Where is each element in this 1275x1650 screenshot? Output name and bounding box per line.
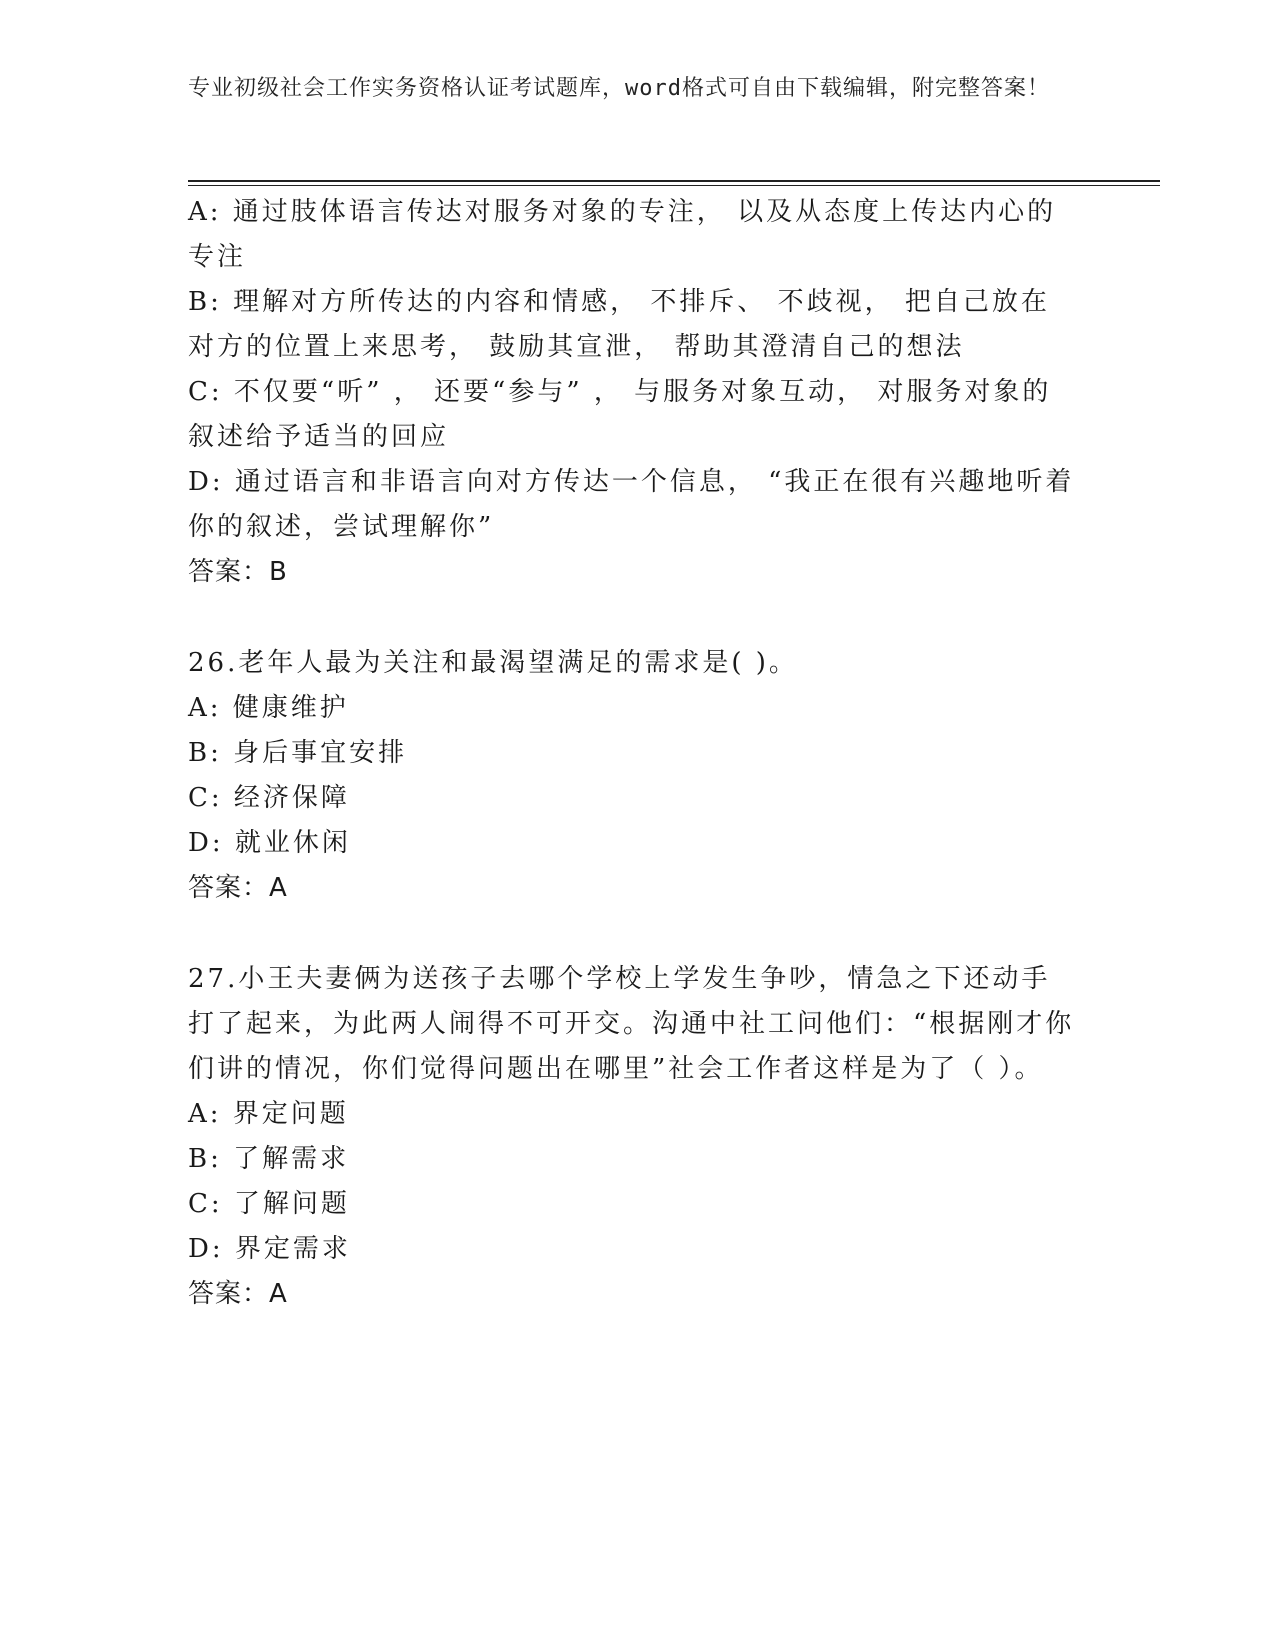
- option-b: B: 身后事宜安排: [188, 738, 408, 768]
- document-header: 专业初级社会工作实务资格认证考试题库，word格式可自由下载编辑，附完整答案！: [188, 76, 1050, 101]
- question-stem: 26.老年人最为关注和最渴望满足的需求是( )。: [188, 648, 798, 678]
- spacer: [188, 595, 1078, 641]
- option-d: D: 就业休闲: [188, 828, 351, 858]
- option-b: B: 理解对方所传达的内容和情感， 不排斥、 不歧视， 把自己放在对方的位置上来思考， 鼓励其宣泄， 帮助其澄清自己的想法: [188, 287, 1050, 362]
- answer: 答案：A: [188, 873, 288, 903]
- answer: 答案：B: [188, 557, 288, 587]
- question-27: [188, 957, 1078, 1317]
- answer: 答案：A: [188, 1279, 288, 1309]
- header-divider-thin: [188, 185, 1160, 186]
- spacer: [188, 911, 1078, 957]
- option-a: A: 界定问题: [188, 1099, 349, 1129]
- question-25: [188, 190, 1078, 595]
- document-body: [188, 190, 1078, 1317]
- option-c: C: 了解问题: [188, 1189, 350, 1219]
- option-a: A: 通过肢体语言传达对服务对象的专注， 以及从态度上传达内心的专注: [188, 197, 1057, 272]
- option-b: B: 了解需求: [188, 1144, 350, 1174]
- question-stem: 27.小王夫妻俩为送孩子去哪个学校上学发生争吵，情急之下还动手打了起来，为此两人闹得不可开交。沟通中社工问他们：“根据刚才你们讲的情况，你们觉得问题出在哪里”社会工作者这样是为了（ ）。: [188, 964, 1075, 1084]
- option-c: C: 经济保障: [188, 783, 350, 813]
- header-divider-thick: [188, 180, 1160, 182]
- option-c: C: 不仅要“听” ， 还要“参与” ， 与服务对象互动， 对服务对象的叙述给予适当的回应: [188, 377, 1052, 452]
- question-26: [188, 641, 1078, 911]
- option-d: D: 通过语言和非语言向对方传达一个信息， “我正在很有兴趣地听着你的叙述，尝试理解你”: [188, 467, 1075, 542]
- option-a: A: 健康维护: [188, 693, 349, 723]
- option-d: D: 界定需求: [188, 1234, 351, 1264]
